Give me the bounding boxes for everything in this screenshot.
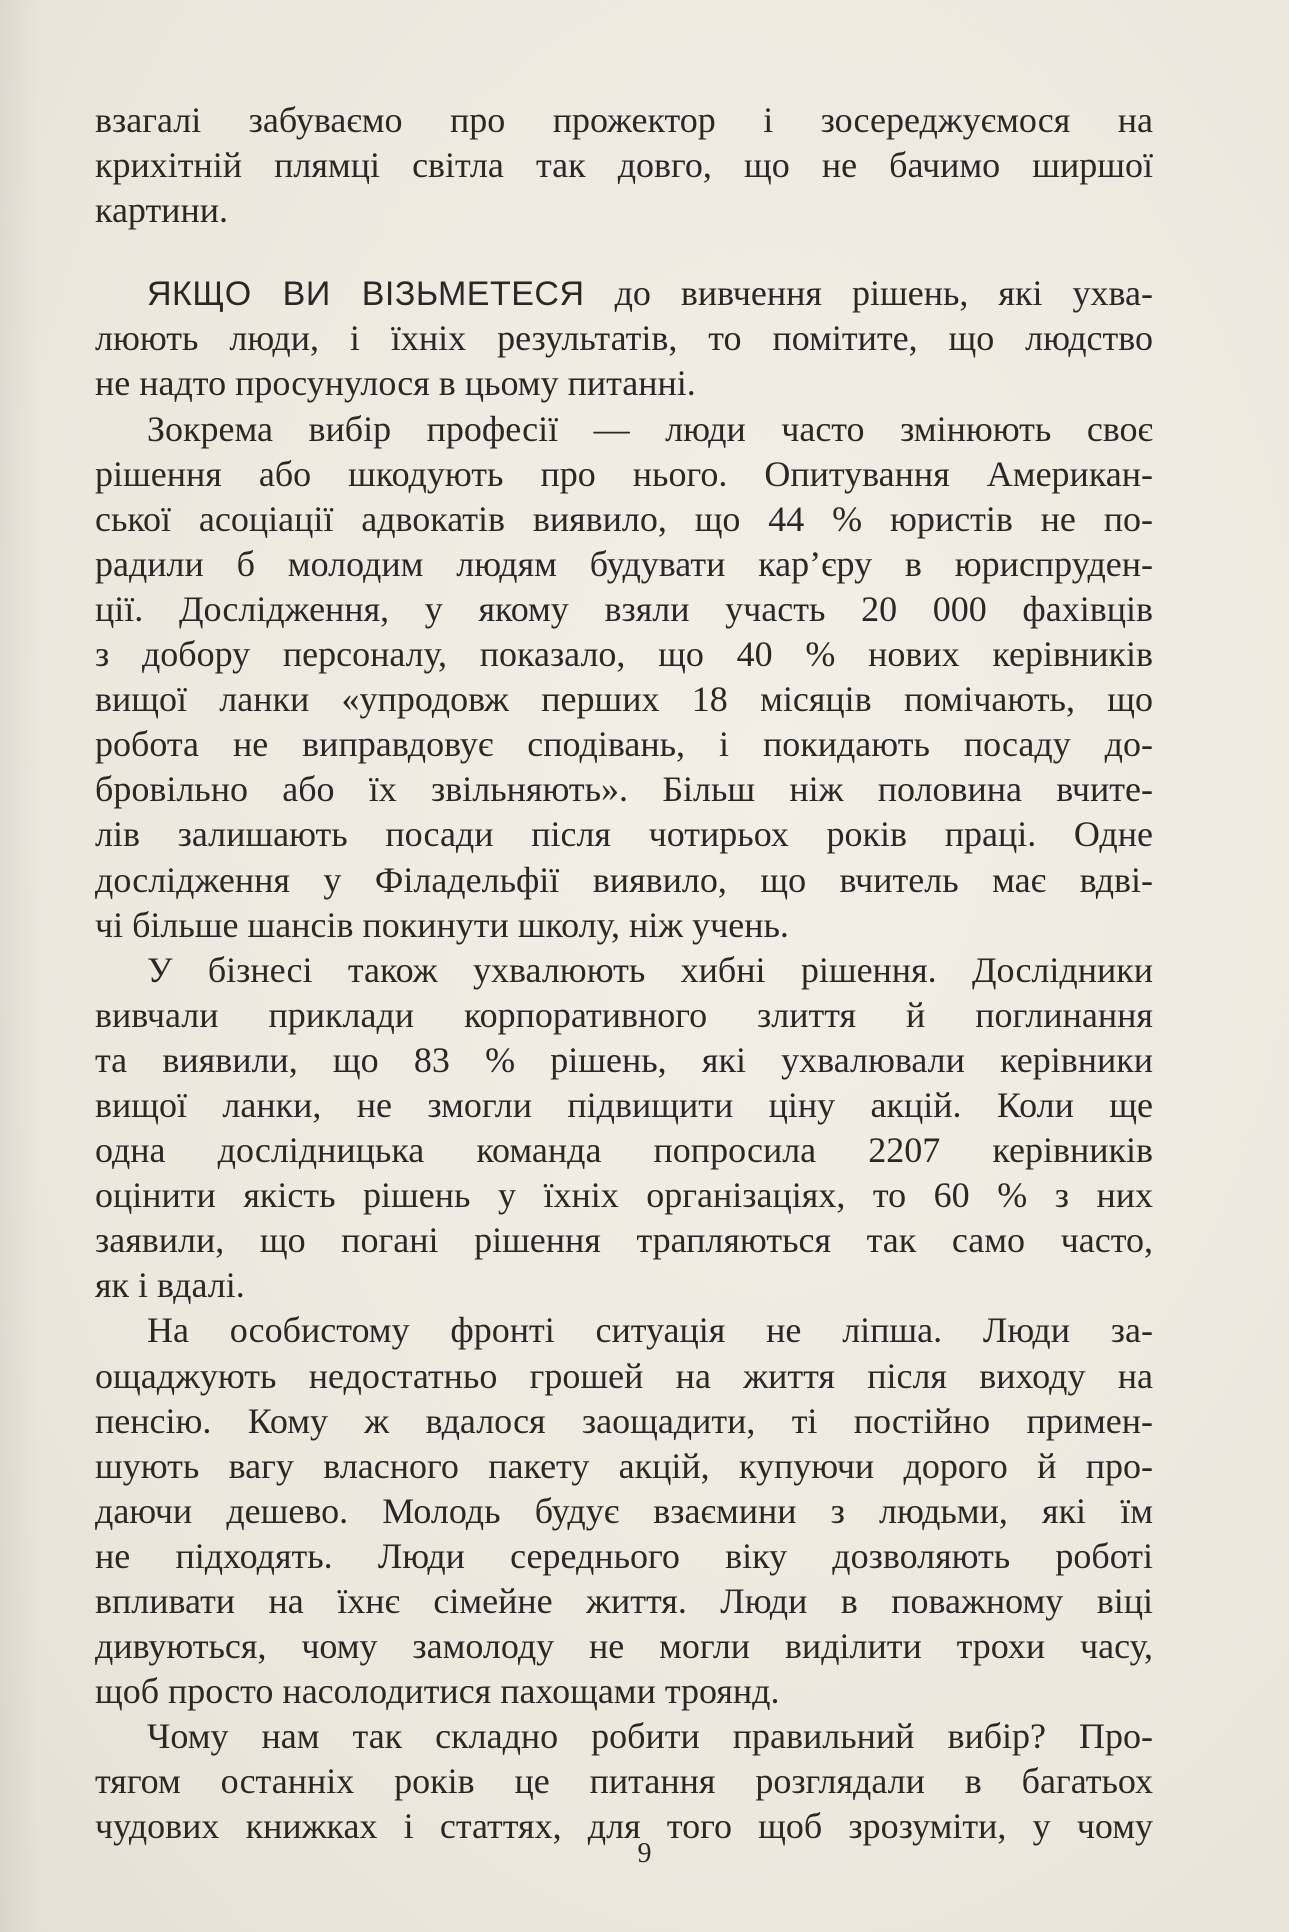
text-line: шують вагу власного пакету акцій, купуючи дорого й про- xyxy=(95,1445,1153,1486)
body-text xyxy=(95,98,1153,1850)
text-line: картини. xyxy=(95,190,228,231)
text-line: одна дослідницька команда попросила 2207 керівників xyxy=(95,1130,1153,1171)
text-line: Чому нам так складно робити правильний вибір? Про- xyxy=(147,1716,1153,1757)
text-line: не підходять. Люди середнього віку дозволяють роботі xyxy=(95,1535,1153,1576)
lead-in-caps: ЯКЩО ВИ ВІЗЬМЕТЕСЯ xyxy=(147,275,585,314)
text-line: У бізнесі також ухвалюють хибні рішення. Дослідники xyxy=(147,949,1153,990)
text-line: Зокрема вибір професії — люди часто змінюють своє xyxy=(147,408,1153,449)
text-line: з добору персоналу, показало, що 40 % нових керівників xyxy=(95,634,1153,675)
text-line: ції. Дослідження, у якому взяли участь 20 000 фахівців xyxy=(95,588,1153,629)
text-line: ської асоціації адвокатів виявило, що 44 % юристів не по- xyxy=(95,498,1153,539)
text-line: вивчали приклади корпоративного злиття й поглинання xyxy=(95,994,1153,1035)
text-line: рішення або шкодують про нього. Опитування Американ- xyxy=(95,453,1153,494)
text-line: крихітній плямці світла так довго, що не бачимо ширшої xyxy=(95,145,1153,186)
text-line: не надто просунулося в цьому питанні. xyxy=(95,363,696,404)
text-line: дослідження у Філадельфії виявило, що вчитель має вдві- xyxy=(95,859,1153,900)
text-line: робота не виправдовує сподівань, і покидають посаду до- xyxy=(95,724,1153,765)
text-line: заявили, що погані рішення трапляються так само часто, xyxy=(95,1220,1153,1261)
section-break xyxy=(95,233,1153,271)
text-line: вищої ланки «упродовж перших 18 місяців помічають, що xyxy=(95,679,1153,720)
text-fragment: до вивчення рішень, які ухва- xyxy=(614,273,1153,314)
page-number: 9 xyxy=(637,1838,652,1869)
text-line: чі більше шансів покинути школу, ніж учень. xyxy=(95,904,789,945)
text-line: взагалі забуваємо про прожектор і зосереджуємося на xyxy=(95,100,1153,140)
text-line: пенсію. Кому ж вдалося заощадити, ті постійно примен- xyxy=(95,1400,1153,1441)
text-line: дивуються, чому замолоду не могли виділити трохи часу, xyxy=(95,1626,1153,1667)
text-line: впливати на їхнє сімейне життя. Люди в поважному віці xyxy=(95,1581,1153,1621)
text-line: вищої ланки, не змогли підвищити ціну акцій. Коли ще xyxy=(95,1084,1153,1125)
section-opening-line xyxy=(95,271,1153,316)
text-line: бровільно або їх звільняють». Більш ніж половина вчите- xyxy=(95,769,1153,810)
text-line: радили б молодим людям будувати кар’єру в юриспруден- xyxy=(95,543,1153,584)
text-line: люють люди, і їхніх результатів, то помітите, що людство xyxy=(95,318,1153,359)
text-line: та виявили, що 83 % рішень, які ухвалювали керівники xyxy=(95,1039,1153,1080)
text-line: даючи дешево. Молодь будує взаємини з людьми, які їм xyxy=(95,1490,1153,1531)
text-line: лів залишають посади після чотирьох років праці. Одне xyxy=(95,814,1153,855)
text-line: тягом останніх років це питання розглядали в багатьох xyxy=(95,1761,1153,1802)
text-line: щоб просто насолодитися пахощами троянд. xyxy=(95,1671,780,1712)
text-line: оцінити якість рішень у їхніх організаціях, то 60 % з них xyxy=(95,1175,1153,1216)
text-line: чудових книжках і статтях, для того щоб зрозуміти, у чому xyxy=(95,1806,1153,1847)
text-line: ощаджують недостатньо грошей на життя після виходу на xyxy=(95,1355,1153,1396)
text-line: як і вдалі. xyxy=(95,1265,245,1306)
text-line: На особистому фронті ситуація не ліпша. Люди за- xyxy=(147,1310,1153,1351)
